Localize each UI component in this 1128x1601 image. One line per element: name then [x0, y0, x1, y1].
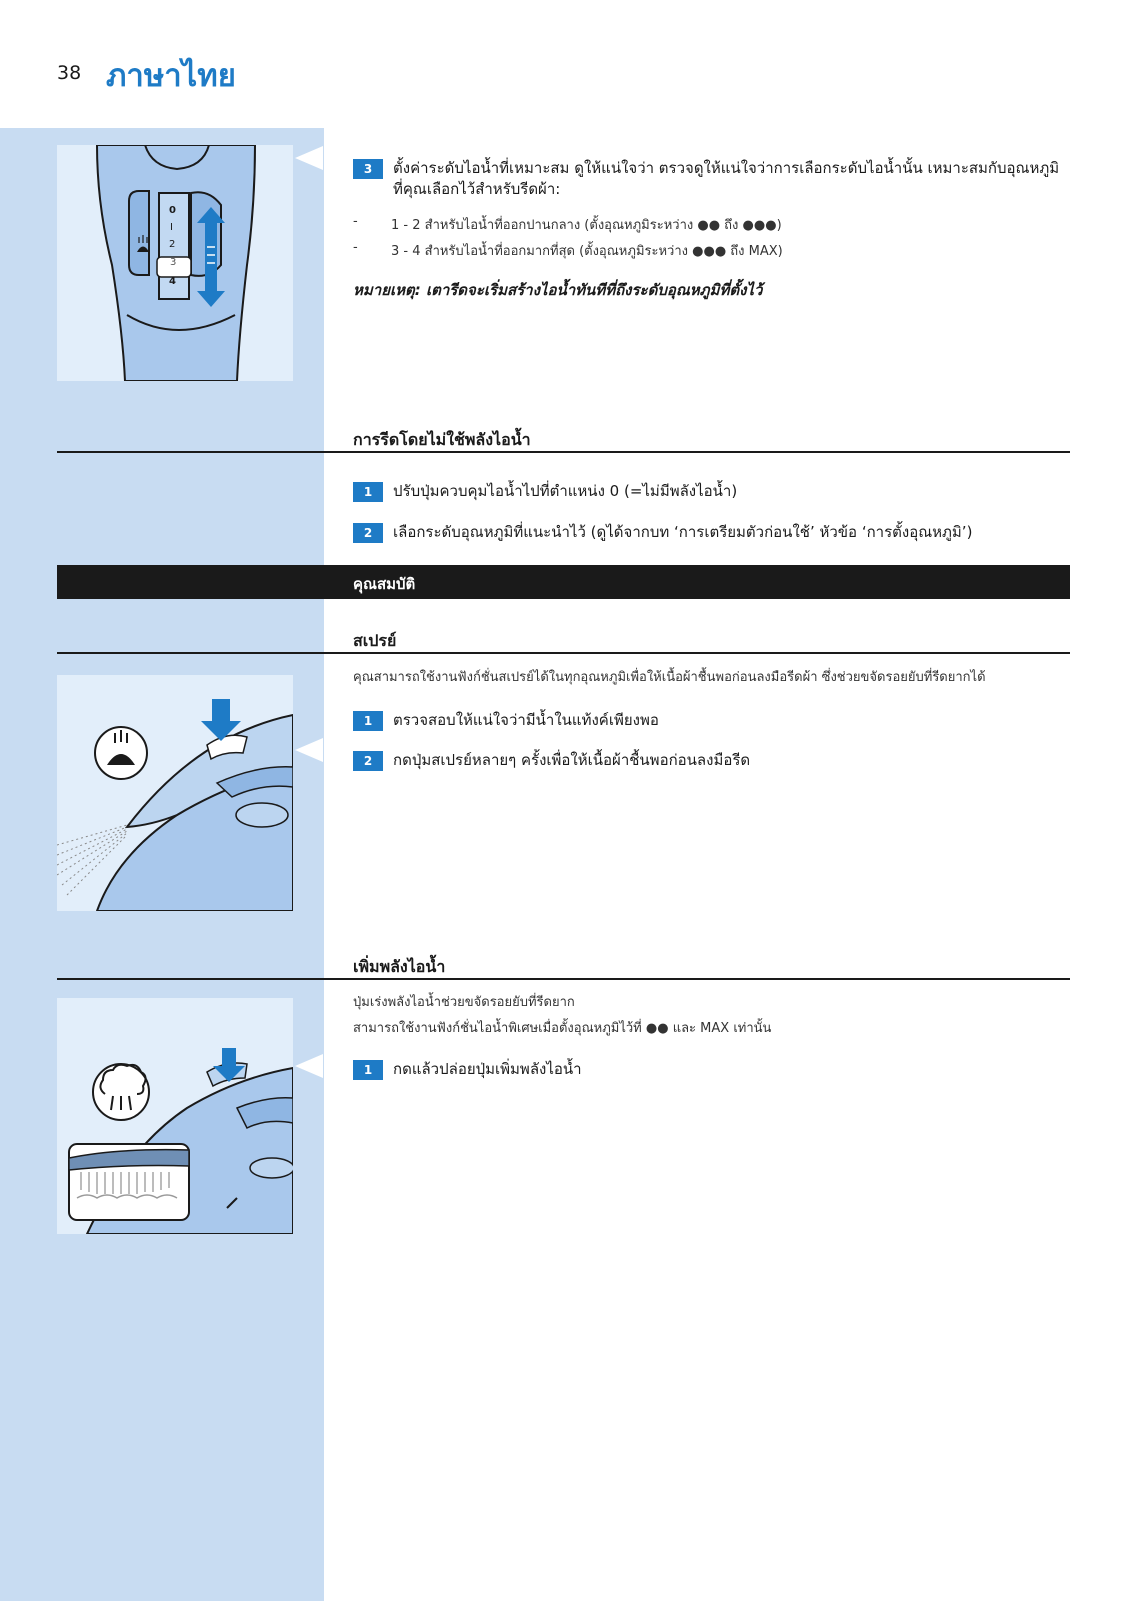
note-text: หมายเหตุ: เตารีดจะเริ่มสร้างไอน้ำทันทีที่ถึงระดับอุณหภูมิที่ตั้งไว้: [353, 281, 763, 299]
section-heading-steam-boost: เพิ่มพลังไอน้ำ: [353, 957, 446, 976]
language-title: ภาษาไทย: [106, 58, 236, 94]
section-heading-spray: สเปรย์: [353, 631, 397, 650]
step-1-steam-boost: 1 กดแล้วปล่อยปุ่มเพิ่มพลังไอน้ำ: [353, 1059, 582, 1080]
dial-label-1: I: [170, 222, 173, 233]
step-2-spray: 2 กดปุ่มสเปรย์หลายๆ ครั้งเพื่อให้เนื้อผ้าชื้นพอก่อนลงมือรีด: [353, 750, 750, 771]
spray-illustration: [57, 675, 293, 911]
section-divider: [57, 652, 1070, 654]
steam-dial-illustration: [57, 145, 293, 381]
page-number: 38: [57, 62, 82, 84]
step-3-steam-setting: [353, 158, 1059, 200]
section-heading-dry-ironing: การรีดโดยไม่ใช้พลังไอน้ำ: [353, 430, 531, 449]
features-bar-title: คุณสมบัติ: [353, 575, 416, 593]
callout-notch: [295, 738, 323, 762]
dial-label-0: 0: [169, 205, 176, 216]
steam-boost-intro-2: สามารถใช้งานฟังก์ชั่นไอน้ำพิเศษเมื่อตั้งอุณหภูมิไว้ที่ ●● และ MAX เท่านั้น: [353, 1021, 772, 1036]
steam-boost-intro-1: ปุ่มเร่งพลังไอน้ำช่วยขจัดรอยยับที่รีดยาก: [353, 995, 575, 1010]
dial-label-3: 3: [170, 257, 177, 268]
step-1-spray: 1 ตรวจสอบให้แน่ใจว่ามีน้ำในแท้งค์เพียงพอ: [353, 710, 659, 731]
step-2-dry: 2 เลือกระดับอุณหภูมิที่แนะนำไว้ (ดูได้จากบท ‘การเตรียมตัวก่อนใช้’ หัวข้อ ‘การตั้งอุณหภูมิ’): [353, 522, 972, 543]
step-1-dry: 1 ปรับปุ่มควบคุมไอน้ำไปที่ตำแหน่ง 0 (=ไม่มีพลังไอน้ำ): [353, 481, 737, 502]
spray-icon: [95, 727, 147, 779]
spray-intro: คุณสามารถใช้งานฟังก์ชั่นสเปรย์ได้ในทุกอุณหภูมิเพื่อให้เนื้อผ้าชื้นพอก่อนลงมือรีดผ้า ซึ่งช่วยขจัดรอยยับที่รีดยากได้: [353, 670, 986, 685]
dial-label-4: 4: [169, 276, 176, 287]
steam-boost-illustration: [57, 998, 293, 1234]
steam-boost-icon: [93, 1064, 149, 1120]
dial-label-2: 2: [169, 239, 176, 250]
step-text-continued: ที่คุณเลือกไว้สำหรับรีดผ้า:: [393, 180, 561, 198]
section-divider: [57, 978, 1070, 980]
section-divider: [57, 451, 1070, 453]
option-item: - 1 - 2 สำหรับไอน้ำที่ออกปานกลาง (ตั้งอุณหภูมิระหว่าง ●● ถึง ●●●): [353, 214, 782, 233]
step-badge: 3: [353, 159, 383, 179]
option-item: - 3 - 4 สำหรับไอน้ำที่ออกมากที่สุด (ตั้งอุณหภูมิระหว่าง ●●● ถึง MAX): [353, 240, 783, 259]
step-text: ตั้งค่าระดับไอน้ำที่เหมาะสม ดูให้แน่ใจว่า ตรวจดูให้แน่ใจว่าการเลือกระดับไอน้ำนั้น เหมาะสมกับอุณหภูมิ: [393, 159, 1060, 177]
callout-notch: [295, 146, 323, 170]
callout-notch: [295, 1054, 323, 1078]
features-bar: [57, 565, 1070, 599]
